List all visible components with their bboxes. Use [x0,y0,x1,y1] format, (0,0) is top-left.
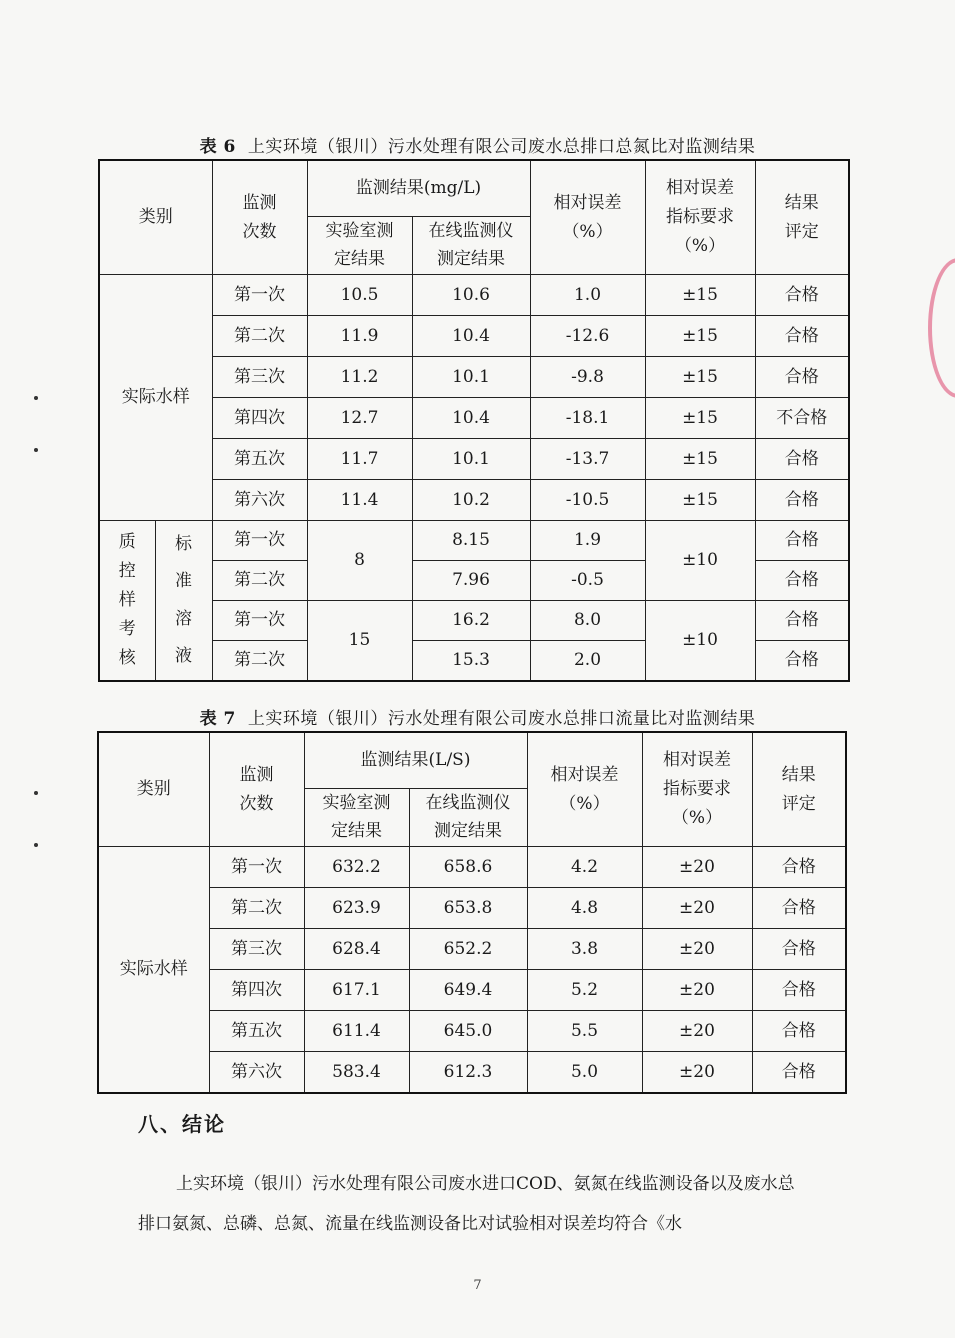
table7-cell-count: 第一次 [209,847,304,888]
table7-header-online: 在线监测仪测定结果 [409,788,527,847]
table7-header-count: 监测次数 [209,732,304,847]
table6-caption-text: 上实环境（银川）污水处理有限公司废水总排口总氮比对监测结果 [247,137,756,157]
table6-cell-eval: 合格 [755,439,849,480]
table6-cell-err: -12.6 [530,316,645,357]
table6-cell-online: 8.15 [412,521,530,561]
table7-cell-count: 第二次 [209,888,304,929]
table-row [98,970,846,1011]
table6-cell-req: ±15 [645,275,755,316]
table6-qc-req: ±10 [645,601,755,681]
table-row [98,929,846,970]
table6-cell-err: -13.7 [530,439,645,480]
table-row [99,316,849,357]
table-row [99,521,849,561]
table6-cell-eval: 合格 [755,357,849,398]
table7-cell-eval: 合格 [752,888,846,929]
table6-header-category: 类别 [99,160,212,275]
table6-cell-count: 第二次 [212,316,307,357]
table6-header-requirement: 相对误差指标要求（%） [645,160,755,275]
table7-cell-err: 3.8 [527,929,642,970]
table6-std-label: 标准溶液 [155,521,212,681]
table6-cell-count: 第四次 [212,398,307,439]
table6-cell-req: ±15 [645,398,755,439]
table6-header-result-group: 监测结果(mg/L) [307,160,530,216]
table7-cell-lab: 623.9 [304,888,409,929]
table6-caption [0,132,955,157]
table6-actual-label: 实际水样 [99,275,212,521]
table7-cell-req: ±20 [642,1011,752,1052]
table7-cell-req: ±20 [642,1052,752,1093]
conclusion-paragraph: 上实环境（银川）污水处理有限公司废水进口COD、氨氮在线监测设备以及废水总排口氨氮、总磷、总氮、流量在线监测设备比对试验相对误差均符合《水 [138,1174,795,1234]
table6-cell-req: ±15 [645,316,755,357]
table6-cell-req: ±15 [645,480,755,521]
table7-cell-req: ±20 [642,970,752,1011]
table7-caption-number: 表 7 [199,709,236,729]
table7-header-requirement: 相对误差指标要求（%） [642,732,752,847]
table7-header-category: 类别 [98,732,209,847]
table7-cell-err: 5.2 [527,970,642,1011]
table6-cell-online: 15.3 [412,641,530,681]
table-row [99,357,849,398]
table6-cell-lab: 11.2 [307,357,412,398]
table6-cell-eval: 合格 [755,316,849,357]
table6-cell-eval: 合格 [755,521,849,561]
table7-cell-online: 653.8 [409,888,527,929]
table6-qc-value: 15 [307,601,412,681]
table6-cell-online: 10.4 [412,316,530,357]
table6-cell-online: 10.6 [412,275,530,316]
binding-mark [34,396,38,400]
table6-cell-err: -18.1 [530,398,645,439]
table7-cell-req: ±20 [642,929,752,970]
table6-cell-online: 10.1 [412,439,530,480]
table7-cell-online: 652.2 [409,929,527,970]
table6-cell-eval: 合格 [755,641,849,681]
table7-header-lab: 实验室测定结果 [304,788,409,847]
table7-header-evaluation: 结果评定 [752,732,846,847]
table7-cell-eval: 合格 [752,929,846,970]
table6-cell-lab: 10.5 [307,275,412,316]
table7-cell-req: ±20 [642,847,752,888]
table7-header-result-group: 监测结果(L/S) [304,732,527,788]
table-row [98,1011,846,1052]
table6-cell-err: 1.0 [530,275,645,316]
table6-cell-err: -0.5 [530,561,645,601]
table6-cell-online: 10.2 [412,480,530,521]
table6-caption-number: 表 6 [199,137,236,157]
table7-actual-label: 实际水样 [98,847,209,1093]
table6-cell-online: 7.96 [412,561,530,601]
table6-cell-online: 10.1 [412,357,530,398]
table7-cell-eval: 合格 [752,1052,846,1093]
table6-qc-label: 质控样考核 [99,521,155,681]
table6-header-rel-error: 相对误差（%） [530,160,645,275]
table6-cell-lab: 11.9 [307,316,412,357]
table7-cell-count: 第六次 [209,1052,304,1093]
binding-mark [34,791,38,795]
table7-cell-eval: 合格 [752,1011,846,1052]
binding-mark [34,448,38,452]
table6-cell-lab: 11.7 [307,439,412,480]
table-row [99,601,849,641]
table7-cell-lab: 632.2 [304,847,409,888]
table6-cell-count: 第一次 [212,601,307,641]
seal-stamp [928,258,955,398]
table6-cell-count: 第三次 [212,357,307,398]
table7-cell-online: 658.6 [409,847,527,888]
table-row [98,847,846,888]
table6-header-evaluation: 结果评定 [755,160,849,275]
table7-cell-count: 第五次 [209,1011,304,1052]
table7-cell-err: 5.5 [527,1011,642,1052]
table7-cell-lab: 617.1 [304,970,409,1011]
table7-cell-eval: 合格 [752,970,846,1011]
table6-cell-req: ±15 [645,439,755,480]
table6-cell-eval: 合格 [755,275,849,316]
section-heading: 八、结论 [138,1112,226,1136]
table6 [98,159,850,682]
table6-cell-err: 2.0 [530,641,645,681]
table7-cell-err: 4.8 [527,888,642,929]
table-row [99,480,849,521]
table7-cell-count: 第三次 [209,929,304,970]
table6-cell-lab: 11.4 [307,480,412,521]
table7-cell-lab: 628.4 [304,929,409,970]
table6-cell-eval: 合格 [755,561,849,601]
table6-cell-online: 16.2 [412,601,530,641]
table7-cell-online: 612.3 [409,1052,527,1093]
table7-cell-eval: 合格 [752,847,846,888]
table6-cell-count: 第一次 [212,275,307,316]
table7-cell-count: 第四次 [209,970,304,1011]
table6-cell-req: ±15 [645,357,755,398]
table6-header-count: 监测次数 [212,160,307,275]
table6-cell-online: 10.4 [412,398,530,439]
table7-caption [0,704,955,729]
table6-cell-count: 第六次 [212,480,307,521]
table6-cell-eval: 合格 [755,480,849,521]
table6-cell-err: -9.8 [530,357,645,398]
table-row [98,1052,846,1093]
table6-header-online: 在线监测仪测定结果 [412,216,530,275]
table-row [98,888,846,929]
table7-cell-online: 649.4 [409,970,527,1011]
table6-qc-value: 8 [307,521,412,601]
table6-cell-err: 8.0 [530,601,645,641]
table6-cell-eval: 合格 [755,601,849,641]
table6-cell-eval: 不合格 [755,398,849,439]
table6-cell-count: 第一次 [212,521,307,561]
table6-cell-err: 1.9 [530,521,645,561]
table7 [97,731,847,1094]
table6-qc-req: ±10 [645,521,755,601]
table6-cell-count: 第二次 [212,641,307,681]
table6-cell-lab: 12.7 [307,398,412,439]
table7-cell-lab: 583.4 [304,1052,409,1093]
table6-cell-count: 第五次 [212,439,307,480]
table7-cell-online: 645.0 [409,1011,527,1052]
table-row [99,439,849,480]
table7-cell-lab: 611.4 [304,1011,409,1052]
table7-cell-err: 5.0 [527,1052,642,1093]
table-row [99,275,849,316]
table6-cell-count: 第二次 [212,561,307,601]
table7-cell-req: ±20 [642,888,752,929]
table7-cell-err: 4.2 [527,847,642,888]
binding-mark [34,843,38,847]
table-row [99,398,849,439]
table7-caption-text: 上实环境（银川）污水处理有限公司废水总排口流量比对监测结果 [247,709,756,729]
table7-header-rel-error: 相对误差（%） [527,732,642,847]
table6-header-lab: 实验室测定结果 [307,216,412,275]
table6-cell-err: -10.5 [530,480,645,521]
page-number: 7 [473,1278,482,1293]
